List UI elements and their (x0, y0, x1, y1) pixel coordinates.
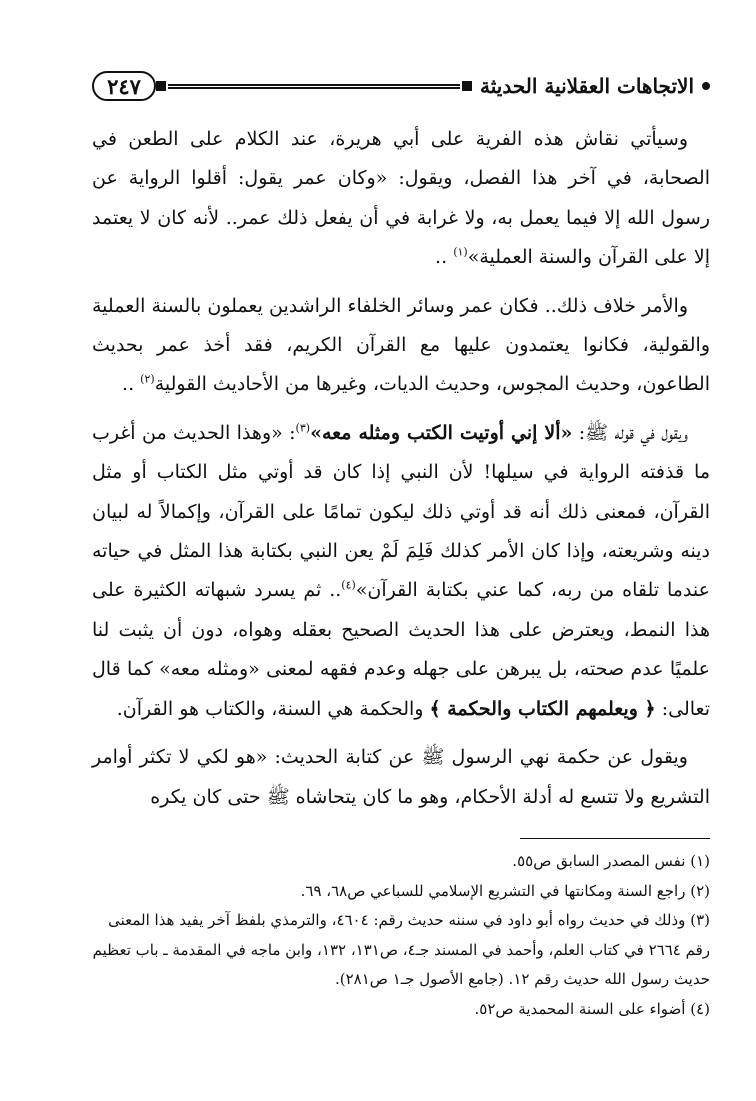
paragraph-text: .. ثم يسرد شبهاته الكثيرة على هذا النمط، ويعترض على هذا الحديث الصحيح بعقله وهواه، دون أن يثبت لنا علميًا عدم صحته، بل يبرهن على جهله وعدم فقهه لمعنى «ومثله معه» كما قال تعالى: (92, 579, 710, 720)
paragraph-2 (92, 287, 710, 405)
footnote-ref[interactable]: (٢) (140, 373, 155, 387)
footnote-2 (92, 877, 710, 907)
footnote-1 (92, 847, 710, 877)
footnote-text: وذلك في حديث رواه أبو داود في سننه حديث رقم: ٤٦٠٤، والترمذي بلفظ آخر يفيد هذا المعنى رقم ٢٦٦٤ في كتاب العلم، وأحمد في المسند جـ٤، ص١٣١، ١٣٢، وابن ماجه في المقدمة ـ باب تعظيم حديث رسول الله حديث رقم ١٢. (جامع الأصول جـ١ ص٢٨١). (92, 911, 710, 988)
footnote-number: (٢) (690, 881, 710, 900)
paragraph-1 (92, 120, 710, 278)
paragraph-text: وسيأتي نقاش هذه الفرية على أبي هريرة، عند الكلام على الطعن في الصحابة، في آخر هذا الفصل، ويقول: «وكان عمر يقول: أقلوا الرواية عن رسول الله إلا فيما يعمل به، ولا غرابة في أن يفعل ذلك عمر.. لأنه كان لا يعتمد إلا على القرآن والسنة العملية» (92, 128, 710, 269)
main-text (92, 120, 710, 817)
paragraph-3 (92, 414, 710, 729)
footnote-text: نفس المصدر السابق ص٥٥. (512, 852, 686, 870)
footnote-4 (92, 995, 710, 1025)
quran-verse: ﴿ ويعلمهم الكتاب والحكمة ﴾ (429, 697, 656, 720)
running-header (92, 70, 710, 102)
footnote-text: أضواء على السنة المحمدية ص٥٢. (474, 999, 686, 1018)
footnote-rule-mask (92, 837, 520, 841)
paragraph-text: والحكمة هي السنة، والكتاب هو القرآن. (116, 697, 430, 720)
footnote-ref[interactable]: (٣) (295, 421, 311, 435)
paragraph-text: والأمر خلاف ذلك.. فكان عمر وسائر الخلفاء الراشدين يعملون بالسنة العملية والقولية، فكانوا يعتمدون عليها مع القرآن الكريم، فقد أخذ عمر بحديث الطاعون، وحديث المجوس، وحديث الديات، وغيرها من الأحاديث القولية (92, 294, 710, 396)
footnote-number: (٤) (690, 999, 710, 1018)
footnote-number: (١) (690, 852, 710, 870)
paragraph-text: ويقول عن حكمة نهي الرسول ﷺ عن كتابة الحديث: «هو لكي لا تكثر أوامر التشريع ولا تتسع له أدلة الأحكام، وهو ما كان يتحاشاه ﷺ حتى كان يكره (92, 746, 710, 808)
header-ornament-square (156, 81, 166, 91)
paragraph-text: : «وهذا الحديث من أغرب ما قذفته الرواية في سيلها! لأن النبي إذا كان قد أوتي مثل الكتاب أو مثل القرآن، فمعنى ذلك أنه قد أوتي ذلك ليكون تمامًا على القرآن، وإكمالاً له لبيان دينه وشريعته، وإذا كان الأمر كذلك فَلِمَ لَمْ يعن النبي بكتابة هذا المثل في حياته عندما تلقاه من ربه، كما عني بكتابة القرآن» (92, 421, 710, 602)
paragraph-4 (92, 738, 710, 817)
footnote-3 (92, 906, 710, 995)
header-bullet (702, 82, 710, 90)
ellipsis: .. (122, 373, 135, 396)
header-rule (168, 84, 460, 89)
paragraph-text: ويقول في قوله ﷺ: (572, 421, 688, 444)
page-number: ٢٤٧ (92, 71, 156, 101)
footnote-number: (٣) (690, 911, 710, 929)
ellipsis: .. (435, 246, 448, 269)
footnotes (92, 838, 710, 1024)
footnote-text: راجع السنة ومكانتها في التشريع الإسلامي للسباعي ص٦٨، ٦٩. (300, 881, 686, 900)
hadith-quote: «ألا إني أوتيت الكتب ومثله معه» (310, 421, 573, 444)
running-title: الاتجاهات العقلانية الحديثة (480, 74, 694, 98)
footnote-ref[interactable]: (١) (453, 245, 468, 259)
footnote-ref[interactable]: (٤) (341, 579, 356, 593)
header-ornament-square (462, 81, 472, 91)
